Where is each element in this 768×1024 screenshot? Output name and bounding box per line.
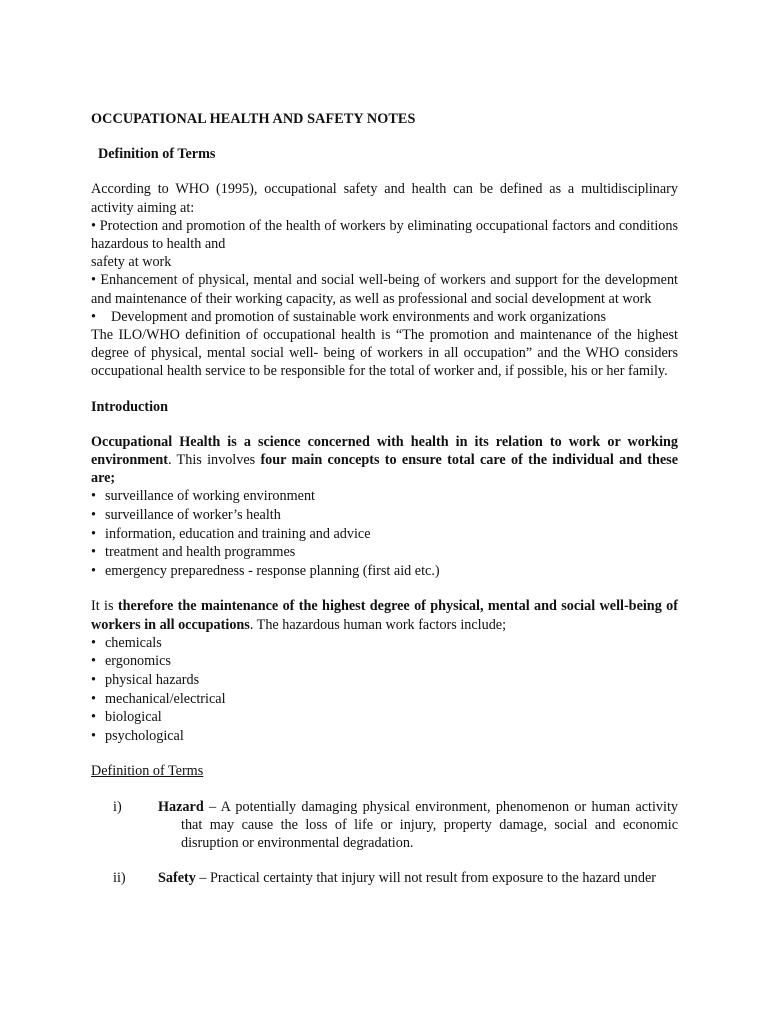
list-item [91,634,678,653]
who-bullet-development-text: Development and promotion of sustainable work environments and work organizations [111,308,607,325]
list-item-text: physical hazards [105,672,200,689]
bullet-mark: • [91,488,96,505]
list-item-text: psychological [105,727,184,744]
spacer [91,580,678,597]
hazard-factors-list [91,634,678,746]
who-bullet-development [91,308,678,326]
who-bullet-protection: • Protection and promotion of the health of workers by eliminating occupational factors and conditions hazardous to health and [91,217,678,253]
bullet-mark: • [91,525,96,542]
oh-definition-bold: Occupational Health is a science concerned with health in its relation to work or working environment [91,433,678,469]
who-intro-paragraph: According to WHO (1995), occupational safety and health can be defined as a multidisciplinary activity aiming at: [91,181,678,216]
definition-term: Hazard [158,798,204,815]
definition-number: i) [113,798,122,815]
list-item [91,708,678,727]
occupational-health-paragraph [91,433,678,488]
maintenance-normal-start: It is [91,598,118,615]
list-item [91,652,678,671]
bullet-mark: • [91,634,96,651]
list-item-text: chemicals [105,634,162,651]
list-item [91,487,678,506]
definition-term: Safety [158,870,196,887]
list-item-text: surveillance of worker’s health [105,507,281,524]
maintenance-normal-end: . The hazardous human work factors include; [249,616,507,633]
bullet-mark: • [91,308,96,325]
list-item-text: emergency preparedness - response planning (first aid etc.) [105,562,440,579]
list-item-text: treatment and health programmes [105,544,296,561]
spacer [91,852,678,869]
oh-concepts-bold: four main concepts to ensure total care of the individual and these are; [91,452,678,487]
oh-definition-normal: . This involves [167,452,261,469]
list-item-text: biological [105,709,162,726]
bullet-mark: • [91,727,96,744]
who-bullet-enhancement: • Enhancement of physical, mental and social well-being of workers and support for the development and maintenance of their working capacity, as well as professional and social development at work [91,272,678,307]
list-item [91,562,678,581]
list-item-text: ergonomics [105,653,171,670]
definition-text: Practical certainty that injury will not result from exposure to the hazard under [210,870,656,887]
list-item-text: mechanical/electrical [105,690,226,707]
definition-number: ii) [113,870,126,887]
definition-item-safety [91,869,678,887]
list-item [91,671,678,690]
bullet-mark: • [91,507,96,524]
maintenance-bold: therefore the maintenance of the highest degree of physical, mental and social well-being of workers in all occupations [91,598,678,633]
list-item [91,690,678,709]
document-page [91,110,678,887]
introduction-heading: Introduction [91,398,168,415]
bullet-mark: • [91,653,96,670]
list-item [91,506,678,525]
bullet-mark: • [91,562,96,579]
maintenance-paragraph [91,597,678,633]
definition-subheading: Definition of Terms [98,146,216,163]
list-item-text: information, education and training and advice [105,525,371,542]
list-item [91,543,678,562]
list-item [91,727,678,746]
definition-body [158,869,678,887]
bullet-mark: • [91,672,96,689]
definition-dash: – [195,870,211,887]
definition-body [158,798,678,853]
who-bullet-protection-continued: safety at work [91,254,172,271]
ilo-who-paragraph: The ILO/WHO definition of occupational health is “The promotion and maintenance of the highest degree of physical, mental social well- being of workers in all occupation” and the WHO considers occupational health service to be responsible for the total of worker and, if possible, his or her family. [91,327,678,380]
concepts-list [91,487,678,580]
bullet-mark: • [91,544,96,561]
definition-item-hazard [91,798,678,853]
definition-text: A potentially damaging physical environment, phenomenon or human activity that may cause the loss of life or injury, property damage, social and economic disruption or environmental degradation. [181,798,679,851]
document-title: OCCUPATIONAL HEALTH AND SAFETY NOTES [91,111,416,127]
bullet-mark: • [91,709,96,726]
list-item-text: surveillance of working environment [105,488,315,505]
bullet-mark: • [91,690,96,707]
definitions-heading: Definition of Terms [91,763,204,780]
definition-dash: – [203,798,221,815]
list-item [91,525,678,544]
